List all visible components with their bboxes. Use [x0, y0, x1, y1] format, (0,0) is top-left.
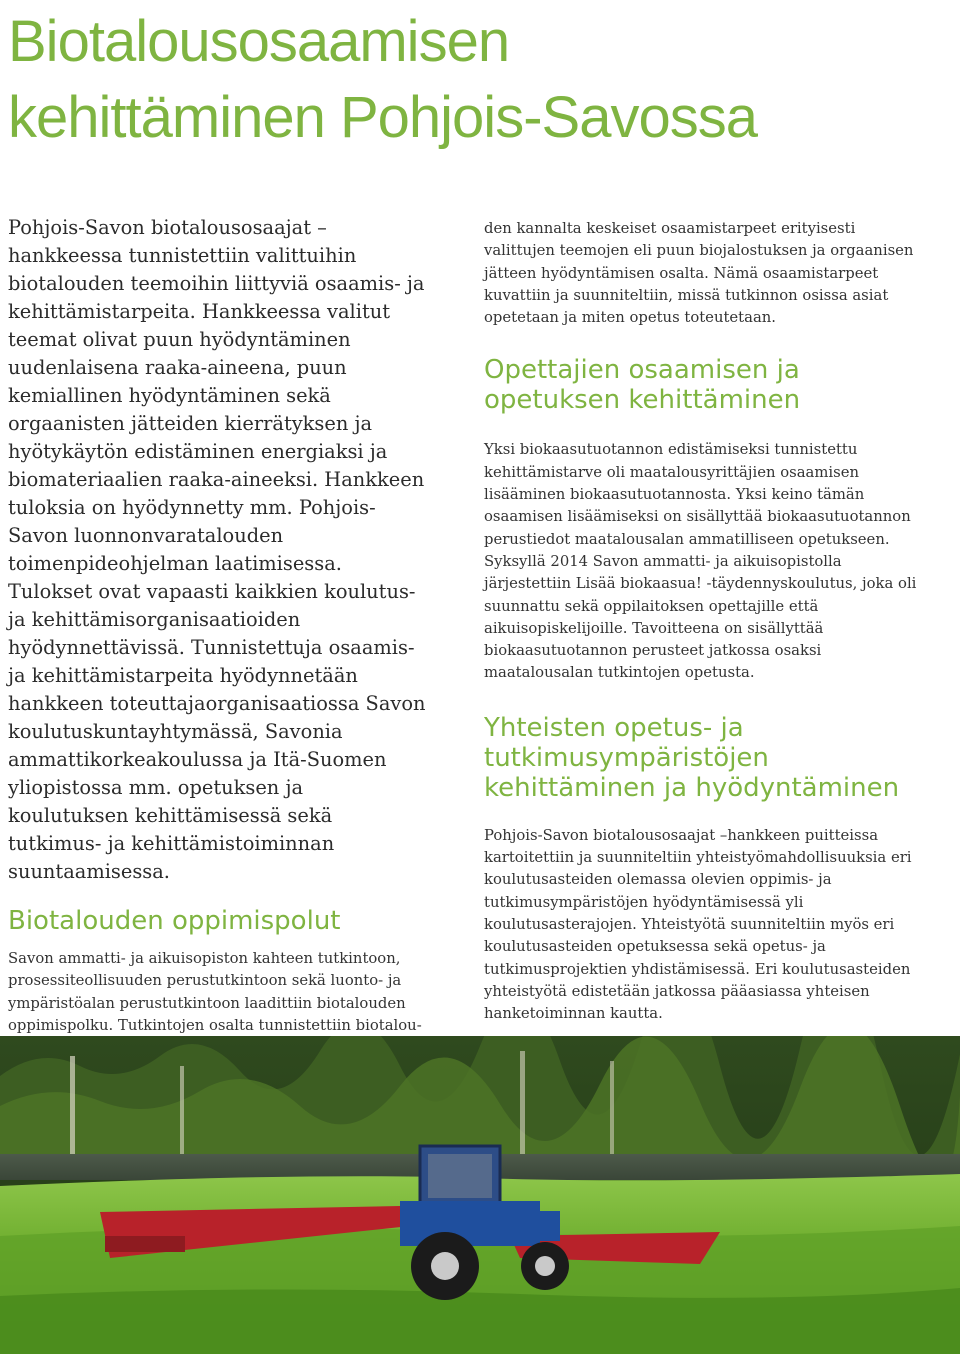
tractor-field-illustration: [0, 1036, 960, 1354]
tractor-field-photo: [0, 1036, 960, 1354]
page-title: [8, 4, 948, 156]
intro-paragraph: Pohjois-Savon biotalousosaajat –hankkeessa tunnistettiin valittuihin biotalouden teemoihin liittyviä osaamis- ja kehittämistarpeita. Hankkeessa valitut teemat olivat puun hyödyntäminen uudenlaisena raaka-aineena, puun kemiallinen hyödyntäminen sekä orgaanisten jätteiden kierrätyksen ja hyötykäytön edistäminen energiaksi ja biomateriaalien raaka-aineeksi. Hankkeen tuloksia on hyödynnetty mm. Pohjois-Savon luonnonvaratalouden toimenpideohjelman laatimisessa. Tulokset ovat vapaasti kaikkien koulutus- ja kehittämisorganisaatioiden hyödynnettävissä. Tunnistettuja osaamis- ja kehittämistarpeita hyödynnetään hankkeen toteuttajaorganisaatiossa Savon koulutuskuntayhtymässä, Savonia ammattikorkeakoulussa ja Itä-Suomen yliopistossa mm. opetuksen ja koulutuksen kehittämisessä sekä tutkimus- ja kehittämistoiminnan suuntaamisessa.: [8, 216, 426, 883]
teachers-paragraph: Yksi biokaasutuotannon edistämiseksi tunnistettu kehittämistarve oli maatalousyrittäjien osaamisen lisääminen biokaasutuotannosta. Yksi keino tämän osaamisen lisäämiseksi on sisällyttää biokaasutuotannon perustiedot maatalousalan ammatilliseen opetukseen. Syksyllä 2014 Savon ammatti- ja aikuisopistolla järjestettiin Lisää biokaasua! -täydennyskoulutus, joka oli suunnattu sekä oppilaitoksen opettajille että aikuisopiskelijoille. Tavoitteena on sisällyttää biokaasutuotannon perusteet jatkossa osaksi maatalousalan tutkintojen opetusta.: [484, 441, 917, 682]
environments-paragraph: Pohjois-Savon biotalousosaajat –hankkeen puitteissa kartoitettiin ja suunniteltiin yhteistyömahdollisuuksia eri koulutusasteiden olemassa olevien oppimis- ja tutkimusympäristöjen hyödyntämisessä yli koulutusasterajojen. Yhteistyötä suunniteltiin myös eri koulutusasteiden opetuksessa sekä opetus- ja tutkimusprojektien yhdistämisessä. Eri koulutusasteiden yhteistyötä edistetään jatkossa pääasiassa yhteisen hanketoiminnan kautta.: [484, 826, 912, 1023]
section-heading-learning-paths: Biotalouden oppimispolut: [8, 906, 341, 936]
section-heading-environments: Yhteisten opetus- ja tutkimusympäristöjen kehittäminen ja hyödyntäminen: [484, 712, 900, 803]
right-column: [484, 218, 930, 1025]
continued-paragraph: den kannalta keskeiset osaamistarpeet erityisesti valittujen teemojen eli puun biojalostuksen ja orgaanisen jätteen hyödyntämisen osalta. Nämä osaamistarpeet kuvattiin ja suunniteltiin, missä tutkinnon osissa asiat opetetaan ja miten opetus toteutetaan.: [484, 220, 914, 327]
left-column: [8, 214, 428, 1037]
learning-paths-paragraph: Savon ammatti- ja aikuisopiston kahteen tutkintoon, prosessiteollisuuden perustutkintoon sekä luonto- ja ympäristöalan perustutkintoon laadittiin biotalouden oppimispolku. Tutkintojen osalta tunnistettiin biotalou-: [8, 950, 422, 1034]
page-title-line-1: Biotalousosaamisen: [8, 9, 510, 74]
page-title-line-2: kehittäminen Pohjois-Savossa: [8, 85, 757, 150]
section-heading-teachers: Opettajien osaamisen ja opetuksen kehittäminen: [484, 355, 801, 416]
